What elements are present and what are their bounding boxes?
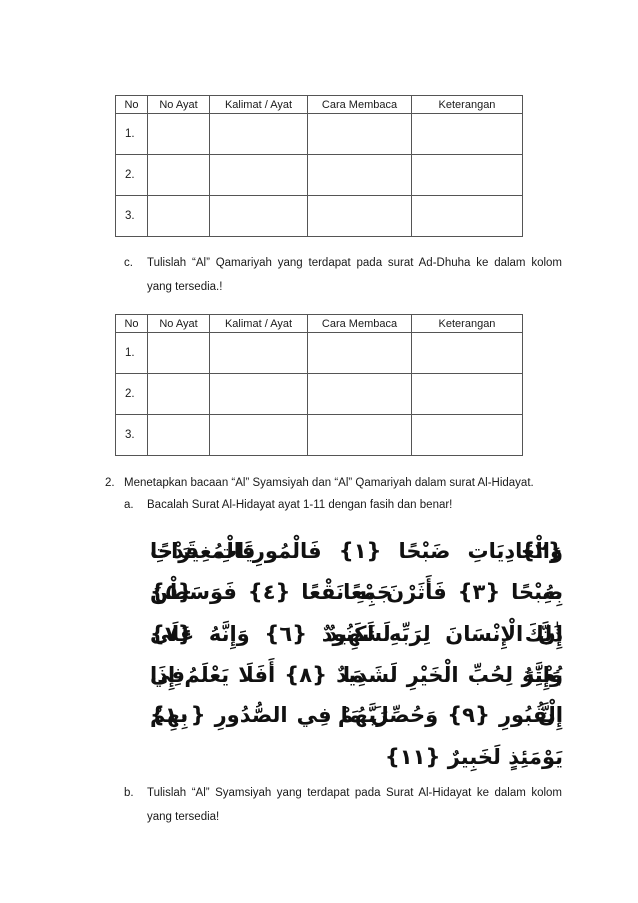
answer-cell[interactable] (210, 415, 308, 456)
header-keterangan: Keterangan (412, 315, 523, 333)
item-c-line1: Tulislah “Al” Qamariyah yang terdapat pada surat Ad-Dhuha ke dalam kolom (147, 257, 562, 269)
answer-cell[interactable] (210, 196, 308, 237)
answer-cell[interactable] (308, 196, 412, 237)
table-row (116, 415, 523, 456)
table-row (116, 333, 523, 374)
answer-cell[interactable] (308, 415, 412, 456)
answer-cell[interactable] (308, 155, 412, 196)
worksheet-table-2 (115, 314, 523, 456)
row-number: 3. (116, 196, 148, 237)
row-number: 3. (116, 415, 148, 456)
answer-cell[interactable] (210, 114, 308, 155)
table-row (116, 114, 523, 155)
answer-cell[interactable] (148, 155, 210, 196)
answer-cell[interactable] (412, 114, 523, 155)
item-c-line2: yang tersedia.! (147, 281, 223, 293)
answer-cell[interactable] (412, 196, 523, 237)
answer-cell[interactable] (412, 374, 523, 415)
answer-cell[interactable] (148, 415, 210, 456)
header-kalimat-ayat: Kalimat / Ayat (210, 96, 308, 114)
header-no: No (116, 315, 148, 333)
table-header-row (116, 315, 523, 333)
item-c-marker: c. (124, 257, 133, 269)
worksheet-table-1 (115, 95, 523, 237)
row-number: 2. (116, 374, 148, 415)
section-2-heading: Menetapkan bacaan “Al” Syamsiyah dan “Al” Qamariyah dalam surat Al-Hidayat. (124, 477, 534, 489)
table-row (116, 155, 523, 196)
item-b-line1: Tulislah “Al” Syamsiyah yang terdapat pada Surat Al-Hidayat ke dalam kolom (147, 787, 562, 799)
item-a-text: Bacalah Surat Al-Hidayat ayat 1-11 dengan fasih dan benar! (147, 499, 453, 511)
table-header-row (116, 96, 523, 114)
table-row (116, 196, 523, 237)
answer-cell[interactable] (148, 196, 210, 237)
header-kalimat-ayat: Kalimat / Ayat (210, 315, 308, 333)
answer-cell[interactable] (210, 333, 308, 374)
answer-cell[interactable] (210, 155, 308, 196)
answer-cell[interactable] (148, 333, 210, 374)
header-cara-membaca: Cara Membaca (308, 96, 412, 114)
answer-cell[interactable] (412, 155, 523, 196)
header-no-ayat: No Ayat (148, 96, 210, 114)
answer-cell[interactable] (308, 114, 412, 155)
section-2-number: 2. (105, 477, 115, 489)
item-b-marker: b. (124, 787, 134, 799)
answer-cell[interactable] (210, 374, 308, 415)
row-number: 2. (116, 155, 148, 196)
item-b-line2: yang tersedia! (147, 811, 220, 823)
answer-cell[interactable] (148, 114, 210, 155)
answer-cell[interactable] (308, 374, 412, 415)
header-no-ayat: No Ayat (148, 315, 210, 333)
answer-cell[interactable] (412, 333, 523, 374)
row-number: 1. (116, 114, 148, 155)
header-cara-membaca: Cara Membaca (308, 315, 412, 333)
answer-cell[interactable] (308, 333, 412, 374)
answer-cell[interactable] (148, 374, 210, 415)
answer-cell[interactable] (412, 415, 523, 456)
table-row (116, 374, 523, 415)
header-keterangan: Keterangan (412, 96, 523, 114)
item-a-marker: a. (124, 499, 134, 511)
row-number: 1. (116, 333, 148, 374)
header-no: No (116, 96, 148, 114)
